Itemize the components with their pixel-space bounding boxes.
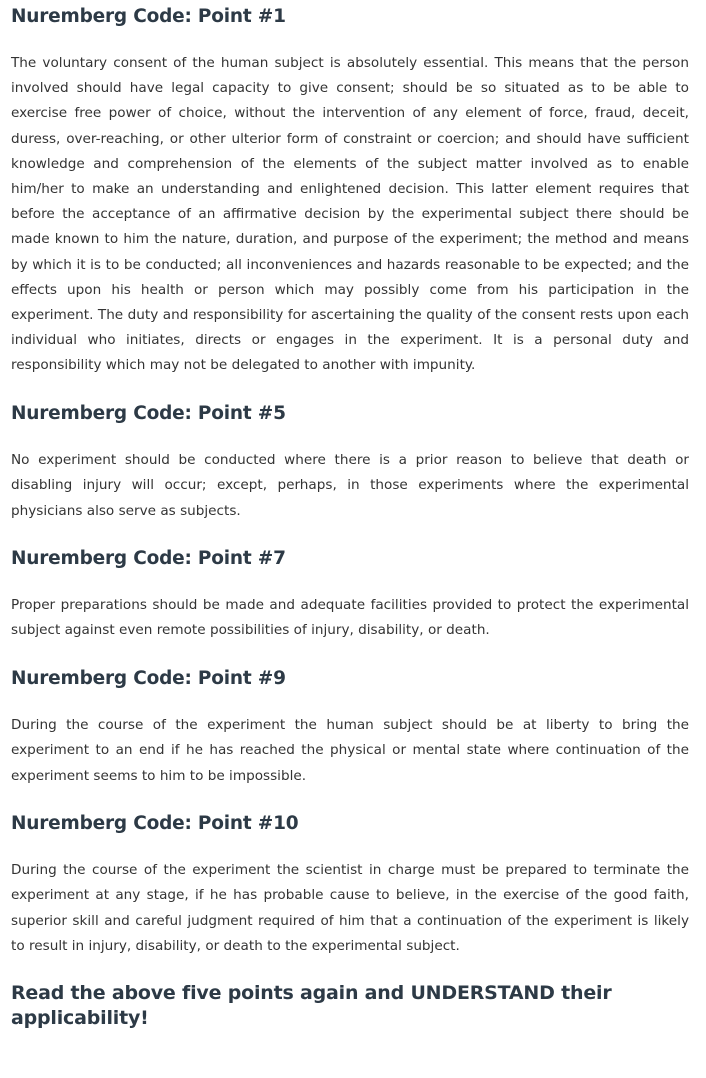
section-heading-point-1: Nuremberg Code: Point #1 — [11, 6, 286, 27]
closing-heading: Read the above five points again and UNDERSTAND their applicability! — [11, 981, 612, 1029]
section-text-point-7: Proper preparations should be made and adequate facilities provided to protect the experimental subject against even remote possibilities of injury, disability, or death. — [11, 597, 689, 639]
section-heading-point-9: Nuremberg Code: Point #9 — [11, 668, 286, 690]
section-heading-point-5: Nuremberg Code: Point #5 — [11, 403, 286, 425]
section-heading-point-10: Nuremberg Code: Point #10 — [11, 813, 299, 835]
section-text-point-9: During the course of the experiment the human subject should be at liberty to bring the experiment to an end if he has reached the physical or mental state where continuation of the experiment seems to him to be impossible. — [11, 717, 689, 784]
section-text-point-1: The voluntary consent of the human subject is absolutely essential. This means that the person involved should have legal capacity to give consent; should be so situated as to be able to exercise free power of choice, without the intervention of any element of force, fraud, deceit, duress, over-reaching, or other ulterior form of constraint or coercion; and should have sufficient knowledge and comprehension of the elements of the subject matter involved as to enable him/her to make an understanding and enlightened decision. This latter element requires that before the acceptance of an affirmative decision by the experimental subject there should be made known to him the nature, duration, and purpose of the experiment; the method and means by which it is to be conducted; all inconveniences and hazards reasonable to be expected; and the effects upon his health or person which may possibly come from his participation in the experiment. The duty and responsibility for ascertaining the quality of the consent rests upon each individual who initiates, directs or engages in the experiment. It is a personal duty and responsibility which may not be delegated to another with impunity. — [11, 55, 689, 374]
section-text-point-5: No experiment should be conducted where there is a prior reason to believe that death or disabling injury will occur; except, perhaps, in those experiments where the experimental physicians also serve as subjects. — [11, 452, 689, 519]
section-text-point-10: During the course of the experiment the scientist in charge must be prepared to terminate the experiment at any stage, if he has probable cause to believe, in the exercise of the good faith, superior skill and careful judgment required of him that a continuation of the experiment is likely to result in injury, disability, or death to the experimental subject. — [11, 862, 689, 954]
section-heading-point-7: Nuremberg Code: Point #7 — [11, 548, 286, 570]
